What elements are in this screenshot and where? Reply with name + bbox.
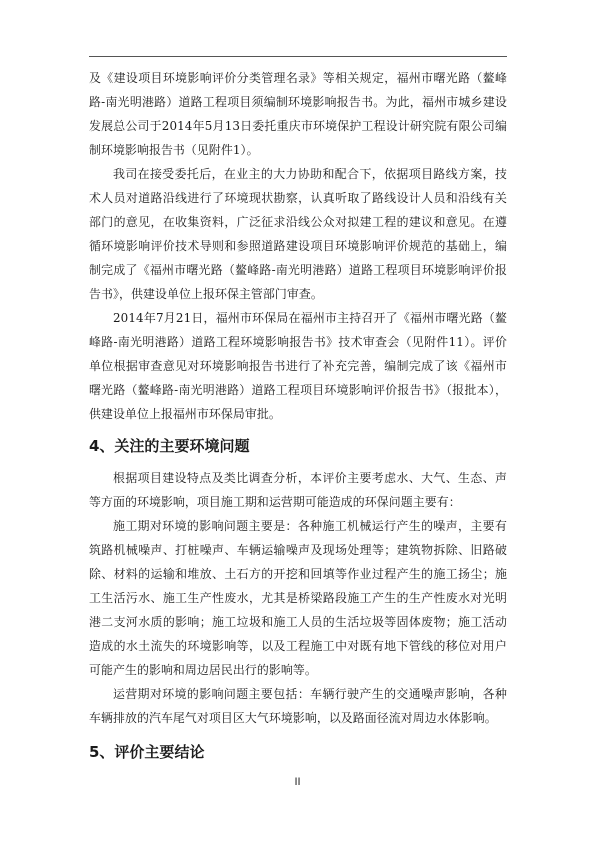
paragraph-review-meeting: 2014年7月21日，福州市环保局在福州市主持召开了《福州市曙光路（鳌峰路-南光明港路）道路工程环境影响报告书》技术审查会（见附件11）。评价单位根据审查意见对环境影响报告书进行了补充完善，编制完成了该《福州市曙光路（鳌峰路-南光明港路）道路工程项目环境影响评价报告书》（报批本），供建设单位上报福州市环保局审批。 bbox=[89, 311, 507, 421]
paragraph-regulation-basis: 及《建设项目环境影响评价分类管理名录》等相关规定，福州市曙光路（鳌峰路-南光明港路）道路工程项目须编制环境影响报告书。为此，福州市城乡建设发展总公司于2014年5月13日委托重庆市环境保护工程设计研究院有限公司编制环境影响报告书（见附件1）。 bbox=[89, 71, 507, 157]
paragraph-issues-intro: 根据项目建设特点及类比调查分析，本评价主要考虑水、大气、生态、声等方面的环境影响，项目施工期和运营期可能造成的环保问题主要有： bbox=[89, 471, 507, 509]
page-number: II bbox=[294, 776, 301, 788]
section-heading-5: 5、评价主要结论 bbox=[89, 743, 205, 761]
section-heading-4: 4、关注的主要环境问题 bbox=[89, 437, 250, 455]
paragraph-work-process: 我司在接受委托后，在业主的大力协助和配合下，依据项目路线方案，技术人员对道路沿线进行了环境现状勘察，认真听取了路线设计人员和沿线有关部门的意见，在收集资料，广泛征求沿线公众对拟建工程的建议和意见。在遵循环境影响评价技术导则和参照道路建设项目环境影响评价规范的基础上，编制完成了《福州市曙光路（鳌峰路-南光明港路）道路工程项目环境影响评价报告书》，供建设单位上报环保主管部门审查。 bbox=[89, 167, 507, 301]
header-rule bbox=[89, 56, 507, 57]
paragraph-construction-impacts: 施工期对环境的影响问题主要是：各种施工机械运行产生的噪声，主要有筑路机械噪声、打桩噪声、车辆运输噪声及现场处理等；建筑物拆除、旧路破除、材料的运输和堆放、土石方的开挖和回填等作业过程产生的施工扬尘；施工生活污水、施工生产性废水，尤其是桥梁路段施工产生的生产性废水对光明港二支河水质的影响；施工垃圾和施工人员的生活垃圾等固体废物；施工活动造成的水土流失的环境影响等，以及工程施工中对既有地下管线的移位对用户可能产生的影响和周边居民出行的影响等。 bbox=[89, 519, 507, 677]
page-content bbox=[89, 66, 507, 764]
paragraph-operation-impacts: 运营期对环境的影响问题主要包括：车辆行驶产生的交通噪声影响，各种车辆排放的汽车尾气对项目区大气环境影响，以及路面径流对周边水体影响。 bbox=[89, 687, 507, 725]
